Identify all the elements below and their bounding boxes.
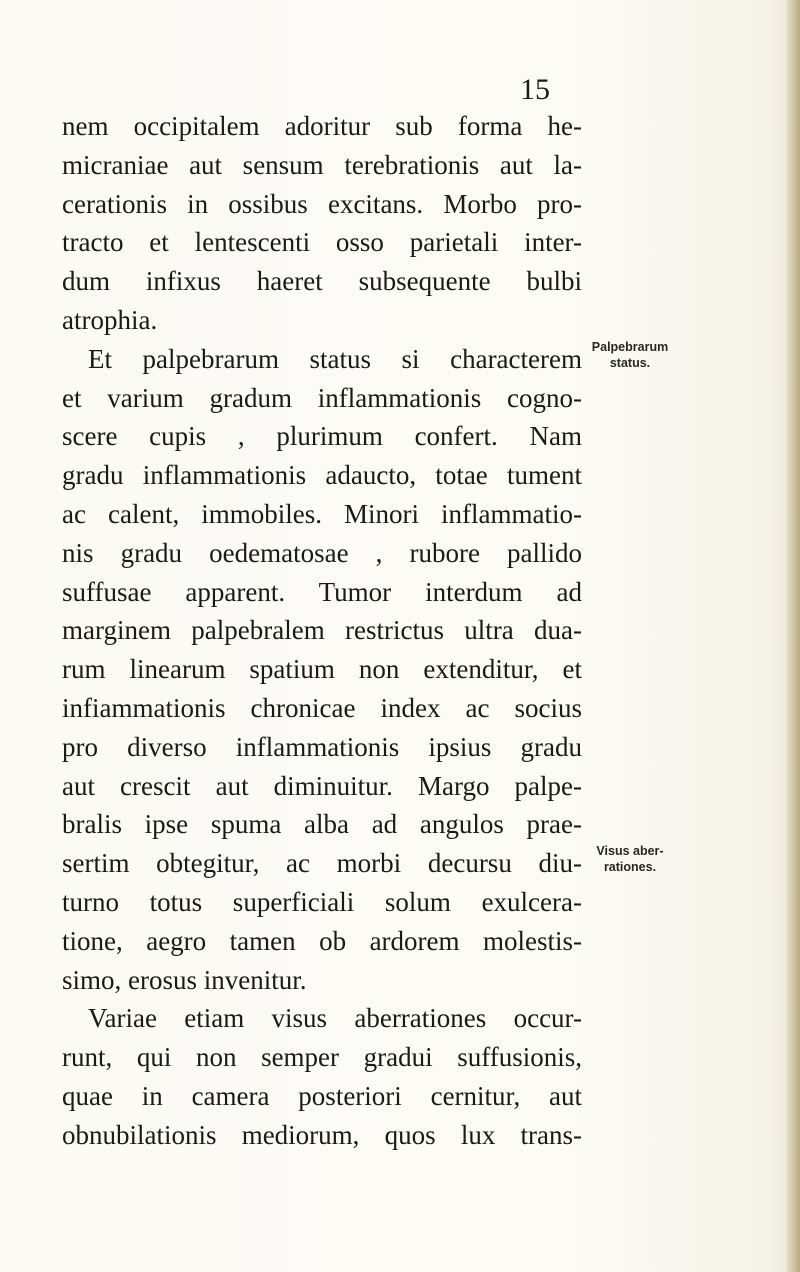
text-line: cerationis in ossibus excitans. Morbo pro- bbox=[62, 188, 582, 219]
text-line: dum infixus haeret subsequente bulbi bbox=[62, 266, 582, 297]
text-line: Et palpebrarum status si characterem bbox=[88, 343, 582, 374]
text-line: infiammationis chronicae index ac socius bbox=[62, 692, 582, 723]
page-edge bbox=[786, 0, 800, 1272]
text-line: scere cupis , plurimum confert. Nam bbox=[62, 421, 582, 452]
text-line: sertim obtegitur, ac morbi decursu diu- bbox=[62, 848, 582, 879]
text-line: aut crescit aut diminuitur. Margo palpe- bbox=[62, 770, 582, 801]
margin-note-line: Visus aber- bbox=[596, 844, 664, 858]
text-line: micraniae aut sensum terebrationis aut la- bbox=[62, 149, 582, 180]
text-line: turno totus superficiali solum exulcera- bbox=[62, 886, 582, 917]
page-number: 15 bbox=[520, 73, 550, 106]
text-line: simo, erosus invenitur. bbox=[62, 964, 307, 995]
text-line: suffusae apparent. Tumor interdum ad bbox=[62, 576, 582, 607]
text-line: tione, aegro tamen ob ardorem molestis- bbox=[62, 925, 582, 956]
text-line: rum linearum spatium non extenditur, et bbox=[62, 654, 582, 685]
text-line: gradu inflammationis adaucto, totae tument bbox=[62, 460, 582, 491]
text-line: nem occipitalem adoritur sub forma he- bbox=[62, 111, 582, 141]
margin-note-palpebrarum bbox=[588, 339, 672, 371]
text-line: et varium gradum inflammationis cogno- bbox=[62, 382, 582, 413]
text-line: pro diverso inflammationis ipsius gradu bbox=[62, 731, 582, 762]
text-line: atrophia. bbox=[62, 304, 158, 335]
text-line: ac calent, immobiles. Minori inflammatio- bbox=[62, 498, 582, 529]
text-line: quae in camera posteriori cernitur, aut bbox=[62, 1080, 582, 1111]
margin-note-line: status. bbox=[609, 356, 651, 370]
text-line: marginem palpebralem restrictus ultra dua- bbox=[62, 615, 582, 646]
body-text bbox=[62, 107, 582, 1155]
text-line: Variae etiam visus aberrationes occur- bbox=[88, 1003, 582, 1034]
margin-note-line: rationes. bbox=[603, 860, 657, 874]
text-line: nis gradu oedematosae , rubore pallido bbox=[62, 537, 582, 568]
margin-note-visus bbox=[588, 843, 672, 875]
text-line: tracto et lentescenti osso parietali inter- bbox=[62, 227, 582, 258]
margin-note-line: Palpebrarum bbox=[591, 340, 669, 354]
text-line: obnubilationis mediorum, quos lux trans- bbox=[62, 1119, 582, 1150]
text-line: runt, qui non semper gradui suffusionis, bbox=[62, 1042, 582, 1073]
text-line: bralis ipse spuma alba ad angulos prae- bbox=[62, 809, 582, 840]
